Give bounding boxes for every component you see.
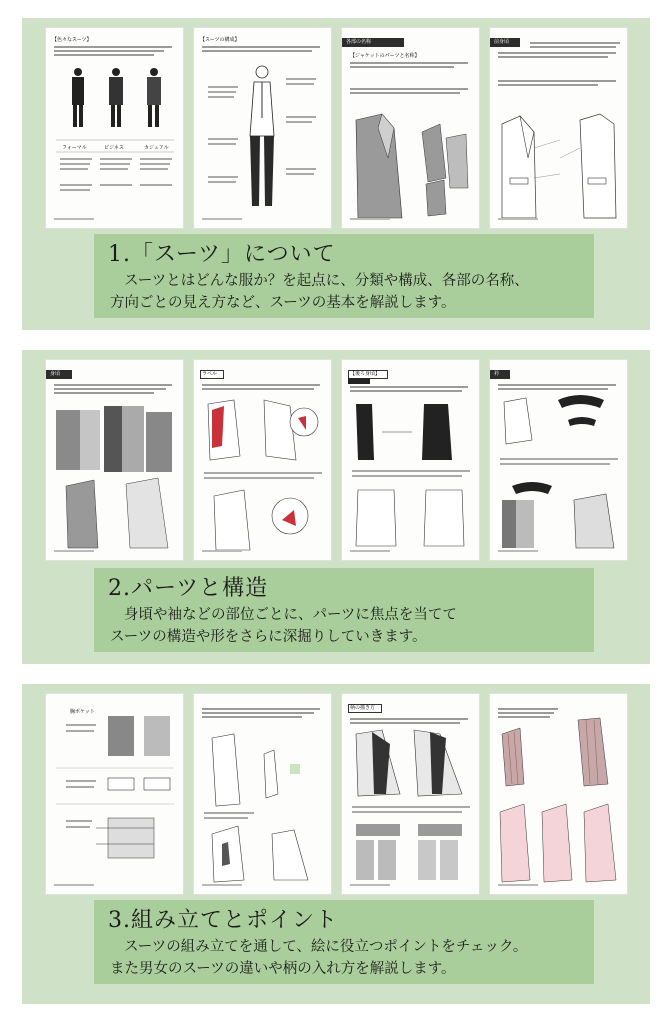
page-thumbnails-3 bbox=[46, 694, 626, 894]
sleeve-illustration bbox=[194, 694, 331, 894]
caption-1 bbox=[94, 234, 594, 318]
page-thumb-suit-composition bbox=[194, 28, 331, 228]
page-label: 衿 bbox=[494, 371, 500, 377]
page-thumb-mens-womens bbox=[490, 694, 627, 894]
section-3 bbox=[22, 684, 650, 1004]
label-business: ビジネス bbox=[104, 145, 124, 151]
section-number: 3. bbox=[108, 908, 131, 933]
section-title-2 bbox=[108, 574, 580, 604]
section-title-3 bbox=[108, 906, 580, 936]
section-desc-line2: また男女のスーツの違いや柄の入れ方を解説します。 bbox=[110, 961, 456, 977]
caption-3 bbox=[94, 900, 594, 984]
section-2 bbox=[22, 350, 650, 664]
label-formal: フォーマル bbox=[62, 145, 87, 151]
section-number: 1. bbox=[108, 242, 131, 267]
section-desc-line1: スーツとはどんな服か？を起点に、分類や構成、各部の名称、 bbox=[124, 273, 529, 289]
page-label: 【後ろ身頃】 bbox=[350, 371, 381, 377]
page-thumbnails-2 bbox=[46, 360, 626, 560]
section-desc-line1: スーツの組み立てを通して、絵に役立つポイントをチェック。 bbox=[124, 939, 528, 955]
womens-jacket-illustration bbox=[490, 694, 627, 894]
page-label: 前身頃 bbox=[494, 39, 510, 45]
page-thumb-body bbox=[46, 360, 183, 560]
caption-2 bbox=[94, 568, 594, 652]
label-casual: カジュアル bbox=[144, 145, 169, 151]
page-thumbnails-1 bbox=[46, 28, 626, 228]
page-sublabel: 【ジャケットのパーツと名称】 bbox=[350, 53, 420, 59]
jacket-outline-illustration bbox=[490, 28, 627, 228]
section-title-1 bbox=[108, 240, 580, 270]
page-label: 胸ポケット bbox=[70, 709, 95, 715]
lapel-illustration bbox=[194, 360, 331, 560]
page-thumb-sleeve-assembly bbox=[194, 694, 331, 894]
page-thumb-part-names bbox=[342, 28, 479, 228]
suit-standing-man-illustration bbox=[194, 28, 331, 228]
page-thumb-back-body bbox=[342, 360, 479, 560]
page-thumb-collar bbox=[490, 360, 627, 560]
page-label: 【色々なスーツ】 bbox=[52, 37, 92, 43]
section-title: 「スーツ」について bbox=[131, 242, 336, 267]
suit-figures-illustration bbox=[46, 28, 183, 228]
section-title: 組み立てとポイント bbox=[131, 908, 339, 933]
section-number: 2. bbox=[108, 576, 131, 601]
page-thumb-various-suits bbox=[46, 28, 183, 228]
page-thumb-front-body bbox=[490, 28, 627, 228]
section-title: パーツと構造 bbox=[131, 576, 269, 601]
collar-illustration bbox=[490, 360, 627, 560]
section-desc-line2: スーツの構造や形をさらに深掘りしていきます。 bbox=[110, 629, 427, 645]
page-label: 柄の描き方 bbox=[350, 705, 376, 711]
body-panels-illustration bbox=[46, 360, 183, 560]
page-thumb-pattern-drawing bbox=[342, 694, 479, 894]
page-label: 身頃 bbox=[50, 371, 61, 377]
section-desc-line2: 方向ごとの見え方など、スーツの基本を解説します。 bbox=[110, 295, 456, 311]
jacket-parts-illustration bbox=[342, 28, 479, 228]
section-1 bbox=[22, 18, 650, 330]
page-label: ラペル bbox=[202, 371, 218, 377]
pattern-jacket-illustration bbox=[342, 694, 479, 894]
section-desc-line1: 身頃や袖などの部位ごとに、パーツに焦点を当てて bbox=[124, 607, 457, 623]
page-label: 【スーツの構成】 bbox=[200, 37, 240, 43]
back-body-illustration bbox=[342, 360, 479, 560]
pocket-assembly-illustration bbox=[46, 694, 183, 894]
page-thumb-chest-pocket bbox=[46, 694, 183, 894]
page-thumb-lapel bbox=[194, 360, 331, 560]
page-label: 各部の名称 bbox=[346, 39, 372, 45]
